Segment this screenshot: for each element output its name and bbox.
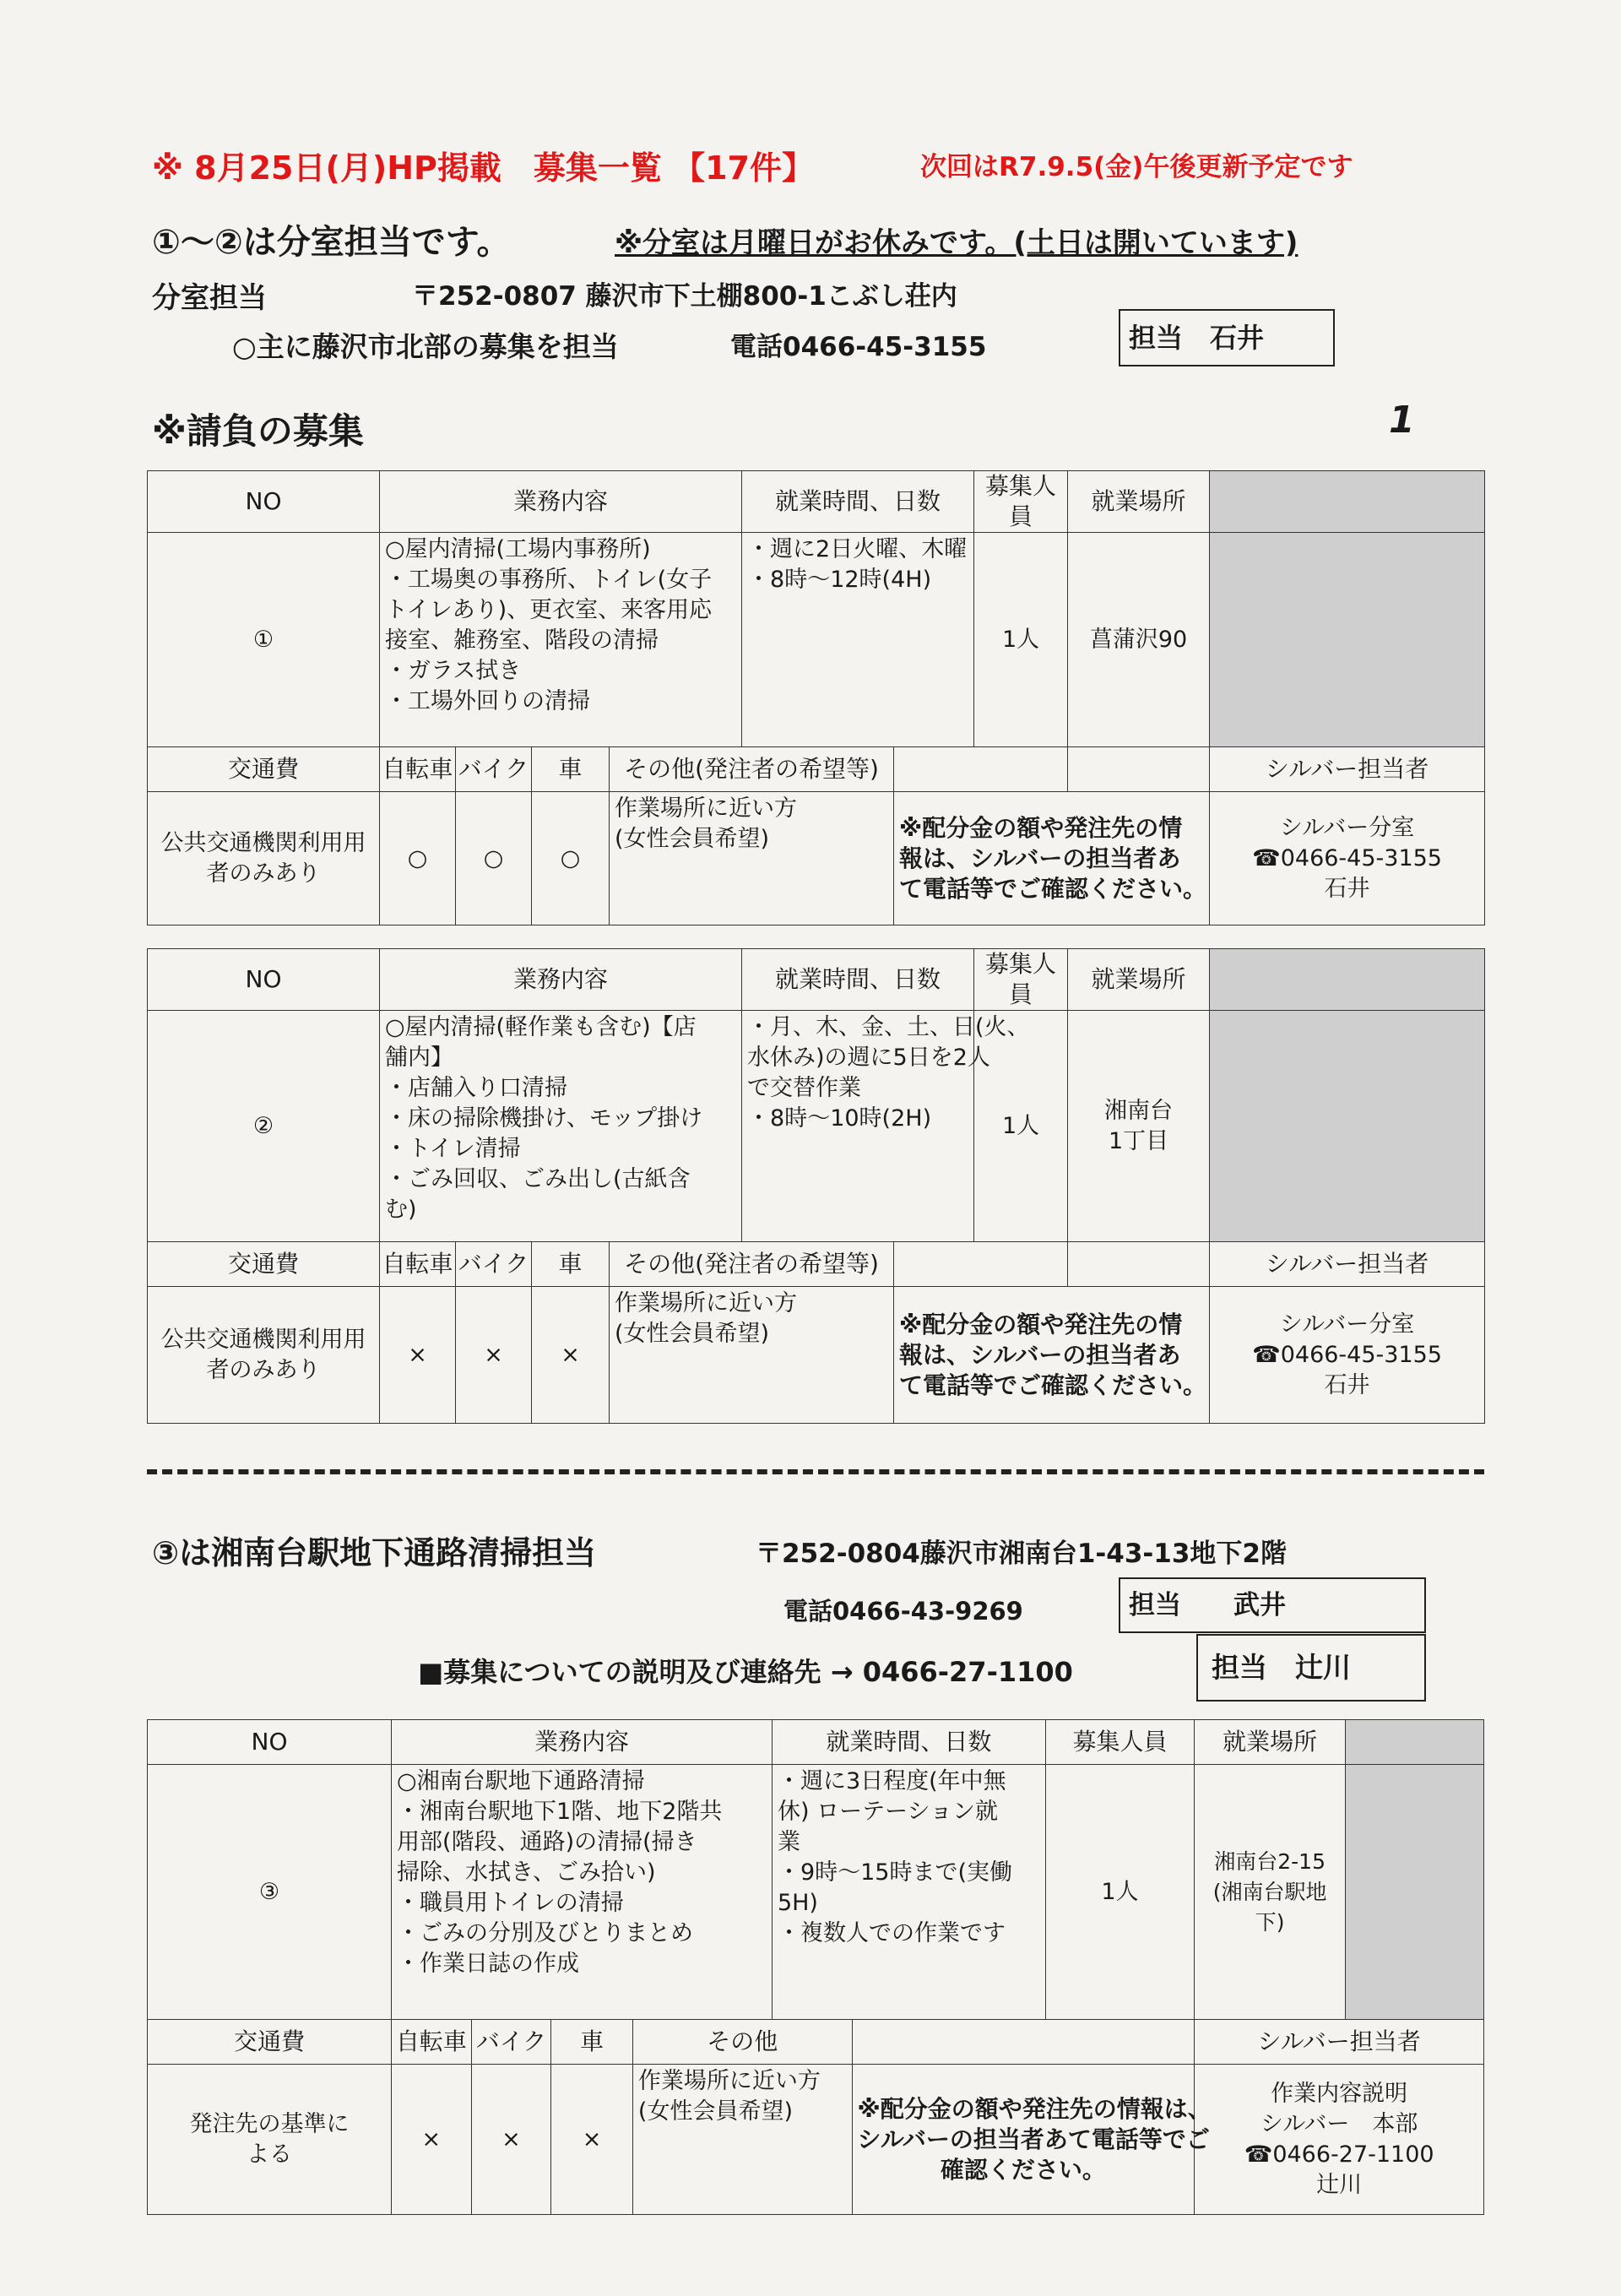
header-hours: 就業時間、日数 bbox=[742, 949, 974, 1011]
job-bicycle: × bbox=[392, 2065, 472, 2215]
section-divider bbox=[147, 1469, 1484, 1474]
job-people: 1人 bbox=[1045, 1765, 1195, 2020]
job-number: ② bbox=[148, 1011, 380, 1242]
header-other: その他(発注者の希望等) bbox=[610, 1242, 894, 1287]
job-other: 作業場所に近い方 (女性会員希望) bbox=[632, 2065, 852, 2215]
header-place: 就業場所 bbox=[1068, 949, 1210, 1011]
header-hours: 就業時間、日数 bbox=[772, 1720, 1045, 1765]
job-bicycle: × bbox=[380, 1287, 456, 1424]
job-hours: ・週に2日火曜、木曜 ・8時～12時(4H) bbox=[742, 533, 974, 747]
header-no: NO bbox=[148, 949, 380, 1011]
header-contact: シルバー担当者 bbox=[1210, 747, 1485, 792]
station-heading: ③は湘南台駅地下通路清掃担当 bbox=[152, 1534, 597, 1571]
header-place: 就業場所 bbox=[1068, 471, 1210, 533]
job-transport: 公共交通機関利用用 者のみあり bbox=[148, 1287, 380, 1424]
job-contact: シルバー分室 ☎0466-45-3155 石井 bbox=[1210, 792, 1485, 925]
job-bike: × bbox=[456, 1287, 532, 1424]
explain-contact: ■募集についての説明及び連絡先 → 0466-27-1100 bbox=[418, 1656, 1073, 1688]
header-bike: バイク bbox=[471, 2020, 551, 2065]
header-contact: シルバー担当者 bbox=[1195, 2020, 1484, 2065]
header-work: 業務内容 bbox=[380, 471, 742, 533]
station-staff-box-1: 担当 武井 bbox=[1119, 1577, 1426, 1633]
job-contact: 作業内容説明 シルバー 本部 ☎0466-27-1100 辻川 bbox=[1195, 2065, 1484, 2215]
header-hours: 就業時間、日数 bbox=[742, 471, 974, 533]
branch-label: 分室担当 bbox=[152, 281, 267, 315]
job-notice: ※配分金の額や発注先の情報は、 シルバーの担当者あて電話等でご 確認ください。 bbox=[852, 2065, 1195, 2215]
branch-staff-box: 担当 石井 bbox=[1119, 309, 1335, 366]
branch-address: 〒252-0807 藤沢市下土棚800-1こぶし荘内 bbox=[412, 281, 957, 312]
next-update-notice: 次回はR7.9.5(金)午後更新予定です bbox=[920, 152, 1353, 182]
job-car: ○ bbox=[532, 792, 610, 925]
job-transport: 公共交通機関利用用 者のみあり bbox=[148, 792, 380, 925]
job-place: 湘南台 1丁目 bbox=[1068, 1011, 1210, 1242]
header-no: NO bbox=[148, 1720, 392, 1765]
job-contact: シルバー分室 ☎0466-45-3155 石井 bbox=[1210, 1287, 1485, 1424]
job-notice: ※配分金の額や発注先の情 報は、シルバーの担当者あ て電話等でご確認ください。 bbox=[894, 1287, 1210, 1424]
job-work: ○屋内清掃(工場内事務所) ・工場奥の事務所、トイレ(女子 トイレあり)、更衣室、来客用応 接室、雑務室、階段の清掃 ・ガラス拭き ・工場外回りの清掃 bbox=[380, 533, 742, 747]
header-no: NO bbox=[148, 471, 380, 533]
job-bicycle: ○ bbox=[380, 792, 456, 925]
job-bike: × bbox=[471, 2065, 551, 2215]
header-bicycle: 自転車 bbox=[380, 747, 456, 792]
header-gray bbox=[1210, 471, 1485, 533]
header-bicycle: 自転車 bbox=[380, 1242, 456, 1287]
branch-holiday-note: ※分室は月曜日がお休みです。(土日は開いています) bbox=[615, 226, 1298, 260]
page-title: ※ 8月25日(月)HP掲載 募集一覧 【17件】 bbox=[152, 149, 814, 187]
branch-area: ○主に藤沢市北部の募集を担当 bbox=[232, 330, 619, 363]
job-people: 1人 bbox=[974, 1011, 1068, 1242]
header-place: 就業場所 bbox=[1195, 1720, 1346, 1765]
job-table-2 bbox=[147, 948, 1485, 1424]
header-bike: バイク bbox=[456, 747, 532, 792]
header-work: 業務内容 bbox=[380, 949, 742, 1011]
page-number: 1 bbox=[1389, 399, 1415, 442]
job-other: 作業場所に近い方 (女性会員希望) bbox=[610, 1287, 894, 1424]
job-other: 作業場所に近い方 (女性会員希望) bbox=[610, 792, 894, 925]
header-transport: 交通費 bbox=[148, 747, 380, 792]
job-number: ① bbox=[148, 533, 380, 747]
job-number: ③ bbox=[148, 1765, 392, 2020]
gray-cell bbox=[1345, 1765, 1483, 2020]
job-hours: ・月、木、金、土、日(火、 水休み)の週に5日を2人 で交替作業 ・8時～10時(2H) bbox=[742, 1011, 974, 1242]
header-work: 業務内容 bbox=[392, 1720, 773, 1765]
job-car: × bbox=[551, 2065, 633, 2215]
header-other: その他 bbox=[632, 2020, 852, 2065]
header-bicycle: 自転車 bbox=[392, 2020, 472, 2065]
header-car: 車 bbox=[532, 1242, 610, 1287]
job-notice: ※配分金の額や発注先の情 報は、シルバーの担当者あ て電話等でご確認ください。 bbox=[894, 792, 1210, 925]
station-phone: 電話0466-43-9269 bbox=[783, 1597, 1023, 1626]
job-people: 1人 bbox=[974, 533, 1068, 747]
section-title: ※請負の募集 bbox=[152, 410, 364, 452]
header-transport: 交通費 bbox=[148, 2020, 392, 2065]
job-table-1 bbox=[147, 470, 1485, 925]
job-work: ○屋内清掃(軽作業も含む)【店 舗内】 ・店舗入り口清掃 ・床の掃除機掛け、モップ掛け ・トイレ清掃 ・ごみ回収、ごみ出し(古紙含 む) bbox=[380, 1011, 742, 1242]
header-people: 募集人員 bbox=[1045, 1720, 1195, 1765]
header-other: その他(発注者の希望等) bbox=[610, 747, 894, 792]
station-address: 〒252-0804藤沢市湘南台1-43-13地下2階 bbox=[756, 1539, 1288, 1569]
job-hours: ・週に3日程度(年中無 休) ローテーション就 業 ・9時～15時まで(実働 5H) ・複数人での作業です bbox=[772, 1765, 1045, 2020]
branch-heading: ①～②は分室担当です。 bbox=[152, 223, 511, 262]
header-people: 募集人員 bbox=[974, 471, 1068, 533]
gray-cell bbox=[1210, 533, 1485, 747]
header-contact: シルバー担当者 bbox=[1210, 1242, 1485, 1287]
job-table-3 bbox=[147, 1719, 1484, 2215]
job-bike: ○ bbox=[456, 792, 532, 925]
station-staff-box-2: 担当 辻川 bbox=[1196, 1634, 1426, 1702]
header-gray bbox=[1345, 1720, 1483, 1765]
header-car: 車 bbox=[532, 747, 610, 792]
branch-phone: 電話0466-45-3155 bbox=[730, 332, 987, 362]
header-transport: 交通費 bbox=[148, 1242, 380, 1287]
job-car: × bbox=[532, 1287, 610, 1424]
gray-cell bbox=[1210, 1011, 1485, 1242]
job-transport: 発注先の基準に よる bbox=[148, 2065, 392, 2215]
header-car: 車 bbox=[551, 2020, 633, 2065]
header-people: 募集人員 bbox=[974, 949, 1068, 1011]
job-place: 湘南台2-15 (湘南台駅地 下) bbox=[1195, 1765, 1346, 2020]
header-gray bbox=[1210, 949, 1485, 1011]
header-bike: バイク bbox=[456, 1242, 532, 1287]
job-place: 菖蒲沢90 bbox=[1068, 533, 1210, 747]
job-work: ○湘南台駅地下通路清掃 ・湘南台駅地下1階、地下2階共 用部(階段、通路)の清掃(掃き 掃除、水拭き、ごみ拾い) ・職員用トイレの清掃 ・ごみの分別及びとりまとめ ・作業日誌の作成 bbox=[392, 1765, 773, 2020]
